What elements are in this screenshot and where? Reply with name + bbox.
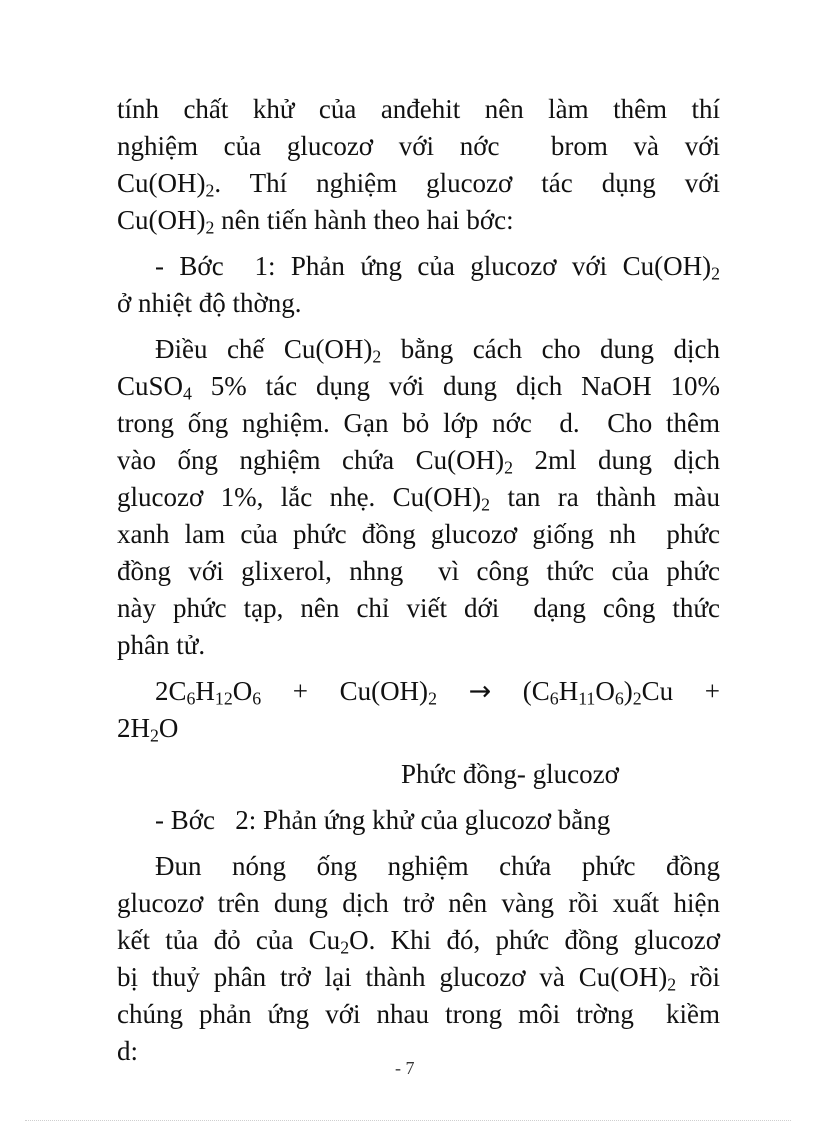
p3-line-3: trong ống nghiệm. Gạn bỏ lớp nớc d. Cho thêm [117,408,720,438]
reactant-glucose: $2C_6H_{12}O_6$ [155,676,262,709]
paragraph-2-step-1 [117,248,720,322]
p1-line-3: $Cu(OH)_2$. Thí nghiệm glucozơ tác dụng với [117,168,720,201]
p1-line-2: nghiệm của glucozơ với nớc brom và với [117,131,720,161]
p4-line-1: - Bớc 2: Phản ứng khử của glucozơ bằng [155,805,611,835]
p5-line-5: chúng phản ứng với nhau trong môi trờng kiềm [117,999,720,1029]
p1-line-4: $Cu(OH)_2$ nên tiến hành theo hai bớc: [117,205,514,238]
p3-line-9: phân tử. [117,630,206,660]
p5-line-1: Đun nóng ống nghiệm chứa phức đồng [155,851,720,881]
plus-sign: + [292,676,308,706]
p5-line-4: bị thuỷ phân trở lại thành glucozơ và $Cu(OH)_2$ rồi [117,962,720,995]
equation-line-2 [117,710,720,747]
paragraph-4-step-2 [117,802,720,839]
product-water: $2H_2O$ [117,713,179,746]
paragraph-3 [117,331,720,664]
p1-line-1: tính chất khử của anđehit nên làm thêm thí [117,94,720,124]
equation-line-1 [117,673,720,710]
p5-line-6: d: [117,1036,139,1066]
plus-sign-2: + [704,676,720,706]
arrow-icon: → [468,676,492,707]
paragraph-5 [117,848,720,1070]
p3-line-6: xanh lam của phức đồng glucozơ giống nh phức [117,519,720,549]
paragraph-1 [117,91,720,239]
product-copper-complex: $(C_6H_{11}O_6)_2Cu$ [522,676,674,709]
p3-line-2: CuSO$_4$ 5% tác dụng với dung dịch NaOH 10% [117,371,720,404]
p2-line-2: ở nhiệt độ thờng. [117,288,302,318]
page-body [117,91,720,1079]
p5-line-3: kết tủa đỏ của $Cu_2O$. Khi đó, phức đồng glucozơ [117,925,720,958]
complex-label: Phức đồng- glucozơ [401,759,619,789]
page-number: - 7 [395,1058,415,1078]
p5-line-2: glucozơ trên dung dịch trở nên vàng rồi xuất hiện [117,888,720,918]
p3-line-5: glucozơ 1%, lắc nhẹ. $Cu(OH)_2$ tan ra thành màu [117,482,720,515]
chemical-equation [117,673,720,747]
p3-line-7: đồng với glixerol, nhng vì công thức của phức [117,556,720,586]
p3-line-8: này phức tạp, nên chỉ viết dới dạng công thức [117,593,720,623]
reactant-copper-hydroxide: $Cu(OH)_2$ [339,676,437,709]
p3-line-4: vào ống nghiệm chứa $Cu(OH)_2$ 2ml dung dịch [117,445,721,478]
p3-line-1: Điều chế $Cu(OH)_2$ bằng cách cho dung dịch [155,334,720,367]
p2-line-1: - Bớc 1: Phản ứng của glucozơ với $Cu(OH)_2$ [155,251,720,284]
footer-divider [25,1120,791,1121]
